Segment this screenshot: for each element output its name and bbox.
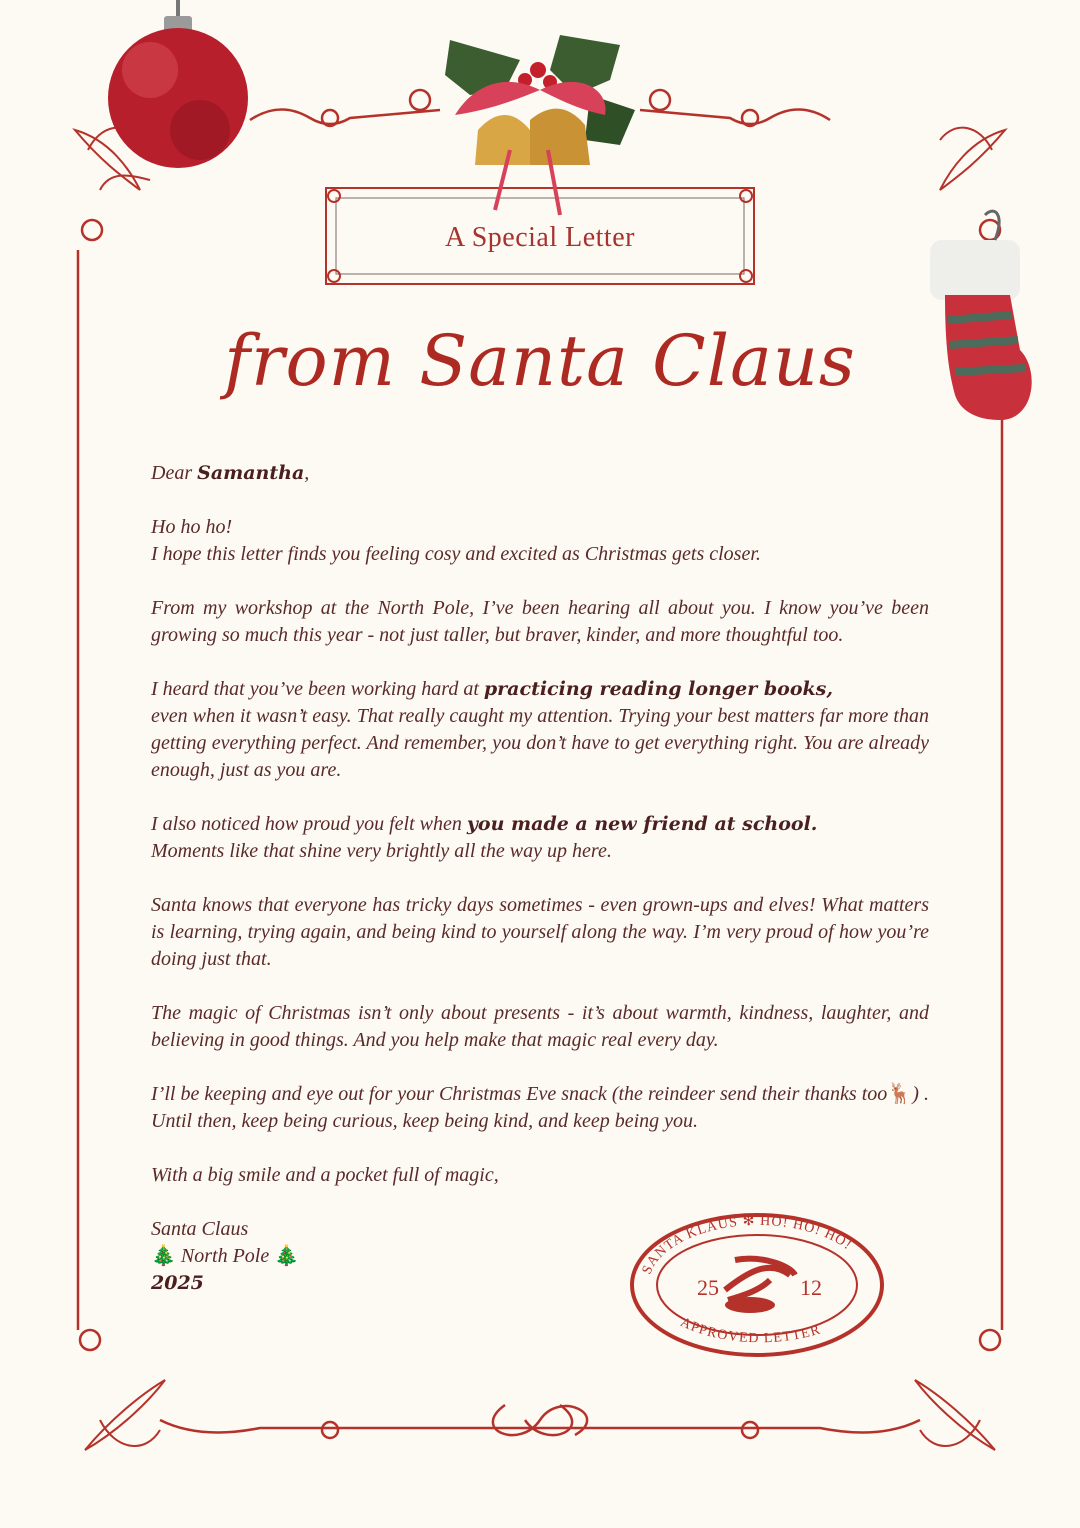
subtitle-box <box>331 192 749 280</box>
paragraph-3-line-1 <box>151 676 929 703</box>
letter-body <box>151 460 929 1297</box>
corner-flourish-bottom-left <box>85 1380 165 1450</box>
tree-emoji-left: 🎄 <box>151 1245 176 1267</box>
signature-name: Santa Claus <box>151 1218 249 1240</box>
closing-line: With a big smile and a pocket full of magic, <box>151 1164 499 1186</box>
paragraph-7-prefix: I’ll be keeping and eye out for your Christmas Eve snack (the reindeer send their thanks too <box>151 1083 888 1105</box>
paragraph-3-prefix: I heard that you’ve been working hard at <box>151 678 484 700</box>
child-name: Samantha <box>197 462 305 484</box>
corner-flourish-bottom-right <box>915 1380 995 1450</box>
paragraph-4-prefix: I also noticed how proud you felt when <box>151 813 467 835</box>
greeting <box>151 460 929 487</box>
paragraph-4-line-1 <box>151 811 929 838</box>
greeting-prefix: Dear <box>151 462 198 484</box>
paragraph-6: The magic of Christmas isn’t only about presents - it’s about warmth, kindness, laughter, and believing in good things. And you help make that magic real every day. <box>151 1002 929 1051</box>
corner-flourish-top-right <box>940 128 1005 190</box>
location-text: North Pole <box>175 1245 275 1267</box>
tree-emoji-right: 🎄 <box>274 1245 300 1267</box>
paragraph-1-line-2: I hope this letter finds you feeling cosy and excited as Christmas gets closer. <box>151 543 761 565</box>
signature-location <box>151 1243 929 1270</box>
letter-subtitle: A Special Letter <box>445 222 635 253</box>
signature-year: 2025 <box>151 1272 204 1294</box>
paragraph-2: From my workshop at the North Pole, I’ve been hearing all about you. I know you’ve been growing so much this year - not just taller, but braver, kinder, and more thoughtful too. <box>151 597 929 646</box>
stamp-right-number: 12 <box>800 1275 822 1300</box>
reindeer-emoji: 🦌 <box>887 1083 913 1105</box>
paragraph-1-line-1: Ho ho ho! <box>151 516 233 538</box>
stamp-top-text: SANTA KLAUS ✻ HO! HO! HO! <box>639 1213 855 1277</box>
greeting-suffix: , <box>304 462 310 484</box>
paragraph-3-rest: even when it wasn’t easy. That really caught my attention. Trying your best matters far more than getting everything perfect. And remember, you don’t have to get everything right. You are already enough, just as you are. <box>151 705 929 781</box>
stamp-bottom-text: APPROVED LETTER <box>677 1315 823 1347</box>
paragraph-7 <box>151 1081 929 1135</box>
paragraph-3-highlight: practicing reading longer books, <box>483 678 833 700</box>
paragraph-4-rest: Moments like that shine very brightly all the way up here. <box>151 840 612 862</box>
paragraph-7-rest: ) . Until then, keep being curious, keep being kind, and keep being you. <box>151 1083 929 1132</box>
paragraph-5: Santa knows that everyone has tricky days sometimes - even grown-ups and elves! What matters is learning, trying again, and being kind to yourself along the way. I’m very proud of how you’re doing just that. <box>151 894 929 970</box>
bauble-ornament <box>108 0 248 168</box>
letter-title: from Santa Claus <box>224 320 856 402</box>
stamp-left-number: 25 <box>697 1275 719 1300</box>
paragraph-4-highlight: you made a new friend at school. <box>466 813 818 835</box>
